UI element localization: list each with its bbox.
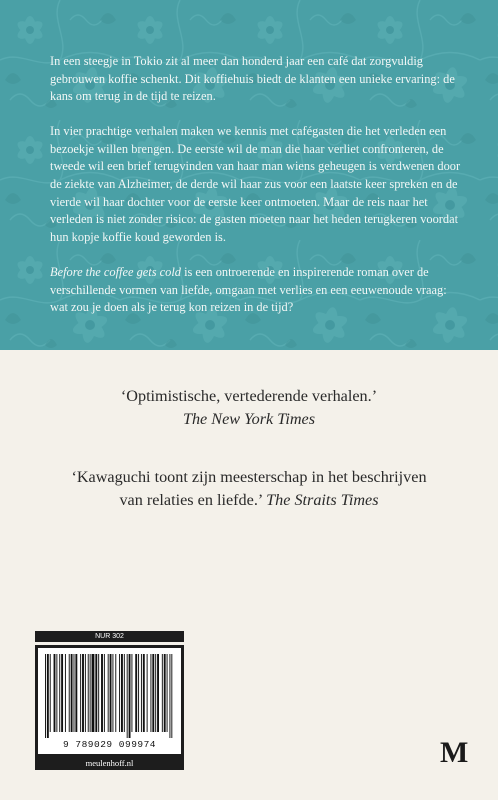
barcode-bar <box>167 654 168 732</box>
barcode-block <box>35 631 184 771</box>
barcode-bar <box>59 654 60 732</box>
barcode-bar <box>121 654 123 732</box>
barcode-bar <box>61 654 63 732</box>
blurb-paragraph-3 <box>50 264 462 317</box>
barcode-bar <box>101 654 103 732</box>
barcode-bar <box>108 654 109 732</box>
barcode-bar <box>85 654 86 732</box>
barcode-bar <box>71 654 73 732</box>
barcode-bar <box>115 654 116 732</box>
barcode-bar <box>50 654 51 732</box>
barcode-bar <box>75 654 77 732</box>
barcode-bar <box>69 654 70 732</box>
barcode-bars <box>45 654 173 738</box>
barcode-bar <box>131 654 132 732</box>
book-title: Before the coffee gets cold <box>50 264 181 279</box>
meulenhoff-logo: M <box>440 736 469 769</box>
barcode-bar <box>104 654 105 732</box>
quote-text-line-2 <box>0 489 498 512</box>
barcode-bar <box>54 654 56 732</box>
barcode-bar <box>90 654 91 732</box>
blurb-text <box>50 53 462 334</box>
back-cover-top-panel <box>0 0 498 350</box>
barcode-bar <box>141 654 142 732</box>
barcode-bar <box>157 654 159 732</box>
quote-source: The Straits Times <box>266 491 379 509</box>
barcode-bar <box>152 654 154 732</box>
barcode-bar <box>129 654 131 738</box>
barcode-bar <box>150 654 151 732</box>
barcode-bar <box>98 654 99 732</box>
barcode-bar <box>95 654 97 732</box>
barcode-bar <box>47 654 49 738</box>
barcode-bar <box>56 654 57 732</box>
barcode-bar <box>143 654 145 732</box>
barcode-bar <box>65 654 66 732</box>
barcode-bar <box>119 654 120 732</box>
quote-text-line-1: ‘Kawaguchi toont zijn meesterschap in het beschrijven <box>71 468 427 486</box>
review-quote-2 <box>0 466 498 512</box>
review-quote-1 <box>0 385 498 431</box>
isbn-number: 9 789029 099974 <box>62 739 156 750</box>
barcode-bar <box>162 654 163 732</box>
barcode-bar <box>147 654 148 732</box>
barcode-bar <box>124 654 125 732</box>
blurb-paragraph-1: In een steegje in Tokio zit al meer dan honderd jaar een café dat zorgvuldig gebrouwen koffie schenkt. Dit koffiehuis biedt de klanten een unieke ervaring: de kans om terug in de tijd te reizen. <box>50 54 455 104</box>
barcode-frame <box>35 645 184 757</box>
barcode-bar <box>88 654 89 732</box>
barcode-bar <box>135 654 137 732</box>
barcode-bar <box>112 654 113 732</box>
blurb-paragraph-2: In vier prachtige verhalen maken we kennis met cafégasten die het verleden een bezoekje willen brengen. De eerste wil de man die haar verliet confronteren, de tweede wil een brief terugvinden van haar man wiens geheugen is verdwenen door de ziekte van Alzheimer, de derde wil haar zus voor een laatste keer spreken en de vierde wil haar dochter voor de eerste keer ontmoeten. Maar de reis naar het verleden is niet zonder risico: de gasten moeten naar het heden terugkeren voordat hun kopje koffie koud geworden is. <box>50 124 461 244</box>
barcode-bar <box>74 654 75 732</box>
quote-text: ‘Optimistische, vertederende verhalen.’ <box>120 387 378 405</box>
barcode-bar <box>138 654 139 732</box>
barcode-bar <box>82 654 84 732</box>
barcode-bar <box>80 654 81 732</box>
publisher-url: meulenhoff.nl <box>35 757 184 770</box>
nur-code: NUR 302 <box>35 631 184 642</box>
barcode-bar <box>169 654 170 738</box>
blurb-paragraph-3-text: is een ontroerende en inspirerende roman over de verschillende vormen van liefde, omgaan met verlies en een eeuwenoude vraag: wat zou je doen als je terug kon reizen in de tijd? <box>50 264 447 315</box>
barcode-bar <box>127 654 128 738</box>
barcode-bar <box>171 654 172 738</box>
barcode-bar <box>110 654 112 732</box>
barcode-bar <box>45 654 46 738</box>
barcode-bar <box>164 654 166 732</box>
quote-text: van relaties en liefde.’ <box>119 491 267 509</box>
quote-source: The New York Times <box>182 410 316 428</box>
barcode-bar <box>92 654 95 732</box>
barcode-bar <box>155 654 156 732</box>
